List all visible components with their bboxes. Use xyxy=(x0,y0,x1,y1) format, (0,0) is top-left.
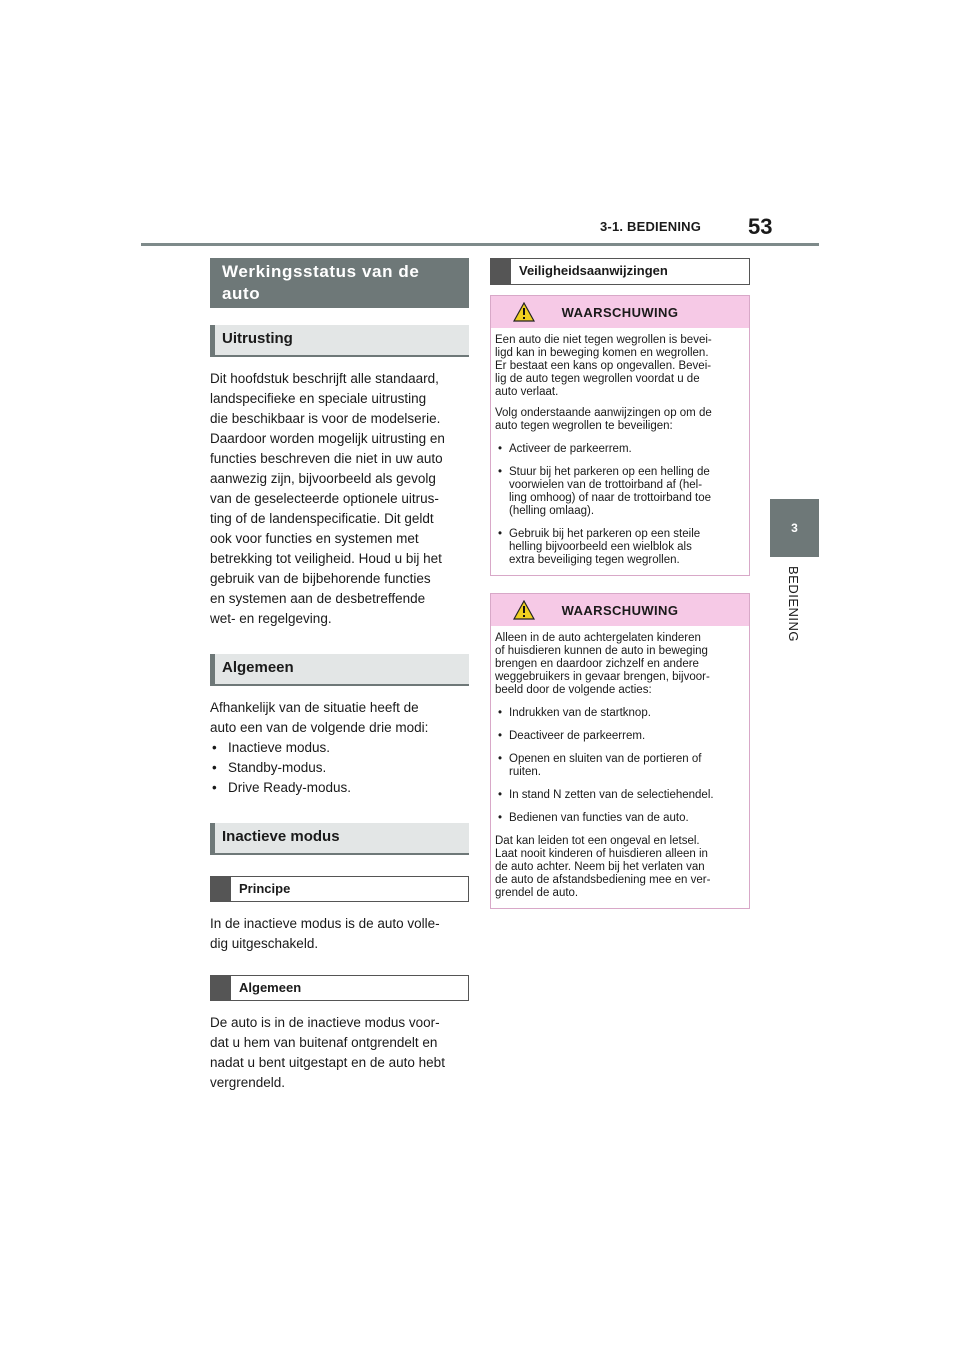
subheading-algemeen: Algemeen xyxy=(210,975,469,1001)
text-line: gebruik van de bijbehorende functies xyxy=(210,571,431,586)
list-item xyxy=(495,466,745,518)
text-line: (helling omlaag). xyxy=(509,505,595,517)
text-line: Dit hoofdstuk beschrijft alle standaard, xyxy=(210,371,439,386)
text-line: helling bijvoorbeeld een wielblok als xyxy=(509,541,692,553)
text-line: Activeer de parkeerrem. xyxy=(509,443,632,455)
text-line: ruiten. xyxy=(509,766,541,778)
text-line: de auto de afstandsbediening mee en ver- xyxy=(495,874,711,886)
text-line: vergrendeld. xyxy=(210,1075,286,1090)
text-line: die beschikbaar is voor de modelserie. xyxy=(210,411,441,426)
inactieve-algemeen-text xyxy=(210,1013,469,1093)
text-line: landspecifieke en speciale uitrusting xyxy=(210,391,427,406)
text-line: Alleen in de auto achtergelaten kinderen xyxy=(495,632,701,644)
list-item xyxy=(495,753,745,779)
list-item xyxy=(495,730,745,743)
text-line: Daardoor worden mogelijk uitrusting en xyxy=(210,431,445,446)
list-item: • Standby-modus. xyxy=(210,758,469,778)
list-item xyxy=(495,812,745,825)
text-line: ligd kan in beweging komen en wegrollen. xyxy=(495,347,709,359)
warning-outro xyxy=(495,835,745,900)
text-line: ting of de landenspecificatie. Dit geldt xyxy=(210,511,434,526)
text-line: In de inactieve modus is de auto volle- xyxy=(210,916,440,931)
heading-inactieve-modus: Inactieve modus xyxy=(210,823,469,855)
text-line: Stuur bij het parkeren op een helling de xyxy=(509,466,710,478)
text-line: Deactiveer de parkeerrem. xyxy=(509,730,646,742)
chapter-tab-label: BEDIENING xyxy=(786,566,801,643)
warning-header xyxy=(491,594,749,626)
list-item xyxy=(495,528,745,567)
text-line: aanwezig zijn, bijvoorbeeld als gevolg xyxy=(210,471,436,486)
text-line: auto verlaat. xyxy=(495,386,559,398)
text-line: betrekking tot veiligheid. Houd u bij het xyxy=(210,551,442,566)
text-line: In stand N zetten van de selectiehendel. xyxy=(509,789,714,801)
page-number: 53 xyxy=(748,214,773,239)
left-column xyxy=(210,258,469,1093)
principe-text xyxy=(210,914,469,954)
text-line: extra beveiliging tegen wegrollen. xyxy=(509,554,680,566)
text-line: weggebruikers in gevaar brengen, bijvoor- xyxy=(495,671,710,683)
uitrusting-text xyxy=(210,369,469,629)
text-line: van de geselecteerde optionele uitrus- xyxy=(210,491,439,506)
list-item: • Inactieve modus. xyxy=(210,738,469,758)
text-line: ling omhoog) of naar de trottoirband toe xyxy=(509,492,712,504)
text-line: Openen en sluiten van de portieren of xyxy=(509,753,702,765)
text-line: lig de auto tegen wegrollen voordat u de xyxy=(495,373,700,385)
text-line: Volg onderstaande aanwijzingen op om de xyxy=(495,407,712,419)
warning-triangle-icon xyxy=(513,600,535,620)
text-line: auto tegen wegrollen te beveiligen: xyxy=(495,420,673,432)
list-item xyxy=(495,789,745,802)
text-line: voorwielen van de trottoirband af (hel- xyxy=(509,479,703,491)
header-rule xyxy=(141,243,819,246)
text-line: of huisdieren kunnen de auto in beweging xyxy=(495,645,708,657)
warning-header xyxy=(491,296,749,328)
warning-list xyxy=(495,707,745,825)
list-item xyxy=(495,443,745,456)
text-line: brengen en daardoor zichzelf en andere xyxy=(495,658,699,670)
warning-intro xyxy=(495,334,745,399)
warning-body xyxy=(491,328,749,575)
text-line: functies beschreven die niet in uw auto xyxy=(210,451,443,466)
warning-lead xyxy=(495,407,745,433)
warning-box xyxy=(490,593,750,909)
list-item: • Drive Ready-modus. xyxy=(210,778,469,798)
text-line: dig uitgeschakeld. xyxy=(210,936,319,951)
right-column xyxy=(490,258,750,909)
heading-uitrusting: Uitrusting xyxy=(210,325,469,357)
text-line: Er bestaat een kans op ongevallen. Bevei- xyxy=(495,360,712,372)
text-line: ook voor functies en systemen met xyxy=(210,531,419,546)
heading-algemeen: Algemeen xyxy=(210,654,469,686)
warning-body xyxy=(491,626,749,908)
text-line: Dat kan leiden tot een ongeval en letsel. xyxy=(495,835,700,847)
algemeen-text xyxy=(210,698,469,738)
section-title: 3-1. BEDIENING xyxy=(600,219,702,234)
text-line: De auto is in de inactieve modus voor- xyxy=(210,1015,440,1030)
main-heading: Werkingsstatus van de auto xyxy=(210,258,469,308)
text-line: Bedienen van functies van de auto. xyxy=(509,812,689,824)
text-line: wet- en regelgeving. xyxy=(210,611,332,626)
heading-veiligheidsaanwijzingen: Veiligheidsaanwijzingen xyxy=(490,258,750,285)
chapter-tab: 3 xyxy=(770,499,819,557)
text-line: Gebruik bij het parkeren op een steile xyxy=(509,528,701,540)
warning-triangle-icon xyxy=(513,302,535,322)
warning-title: WAARSCHUWING xyxy=(561,602,679,618)
text-line: dat u hem van buitenaf ontgrendelt en xyxy=(210,1035,438,1050)
text-line: beeld door de volgende acties: xyxy=(495,684,652,696)
text-line: Afhankelijk van de situatie heeft de xyxy=(210,700,419,715)
warning-title: WAARSCHUWING xyxy=(561,304,679,320)
text-line: nadat u bent uitgestapt en de auto hebt xyxy=(210,1055,445,1070)
text-line: de auto achter. Neem bij het verlaten van xyxy=(495,861,705,873)
warning-list xyxy=(495,443,745,567)
text-line: en systemen aan de desbetreffende xyxy=(210,591,426,606)
warning-intro xyxy=(495,632,745,697)
text-line: Laat nooit kinderen of huisdieren alleen in xyxy=(495,848,708,860)
text-line: auto een van de volgende drie modi: xyxy=(210,720,429,735)
text-line: Een auto die niet tegen wegrollen is bevei- xyxy=(495,334,712,346)
warning-box xyxy=(490,295,750,576)
text-line: Indrukken van de startknop. xyxy=(509,707,651,719)
subheading-principe: Principe xyxy=(210,876,469,902)
text-line: grendel de auto. xyxy=(495,887,579,899)
modes-list xyxy=(210,738,469,798)
list-item xyxy=(495,707,745,720)
